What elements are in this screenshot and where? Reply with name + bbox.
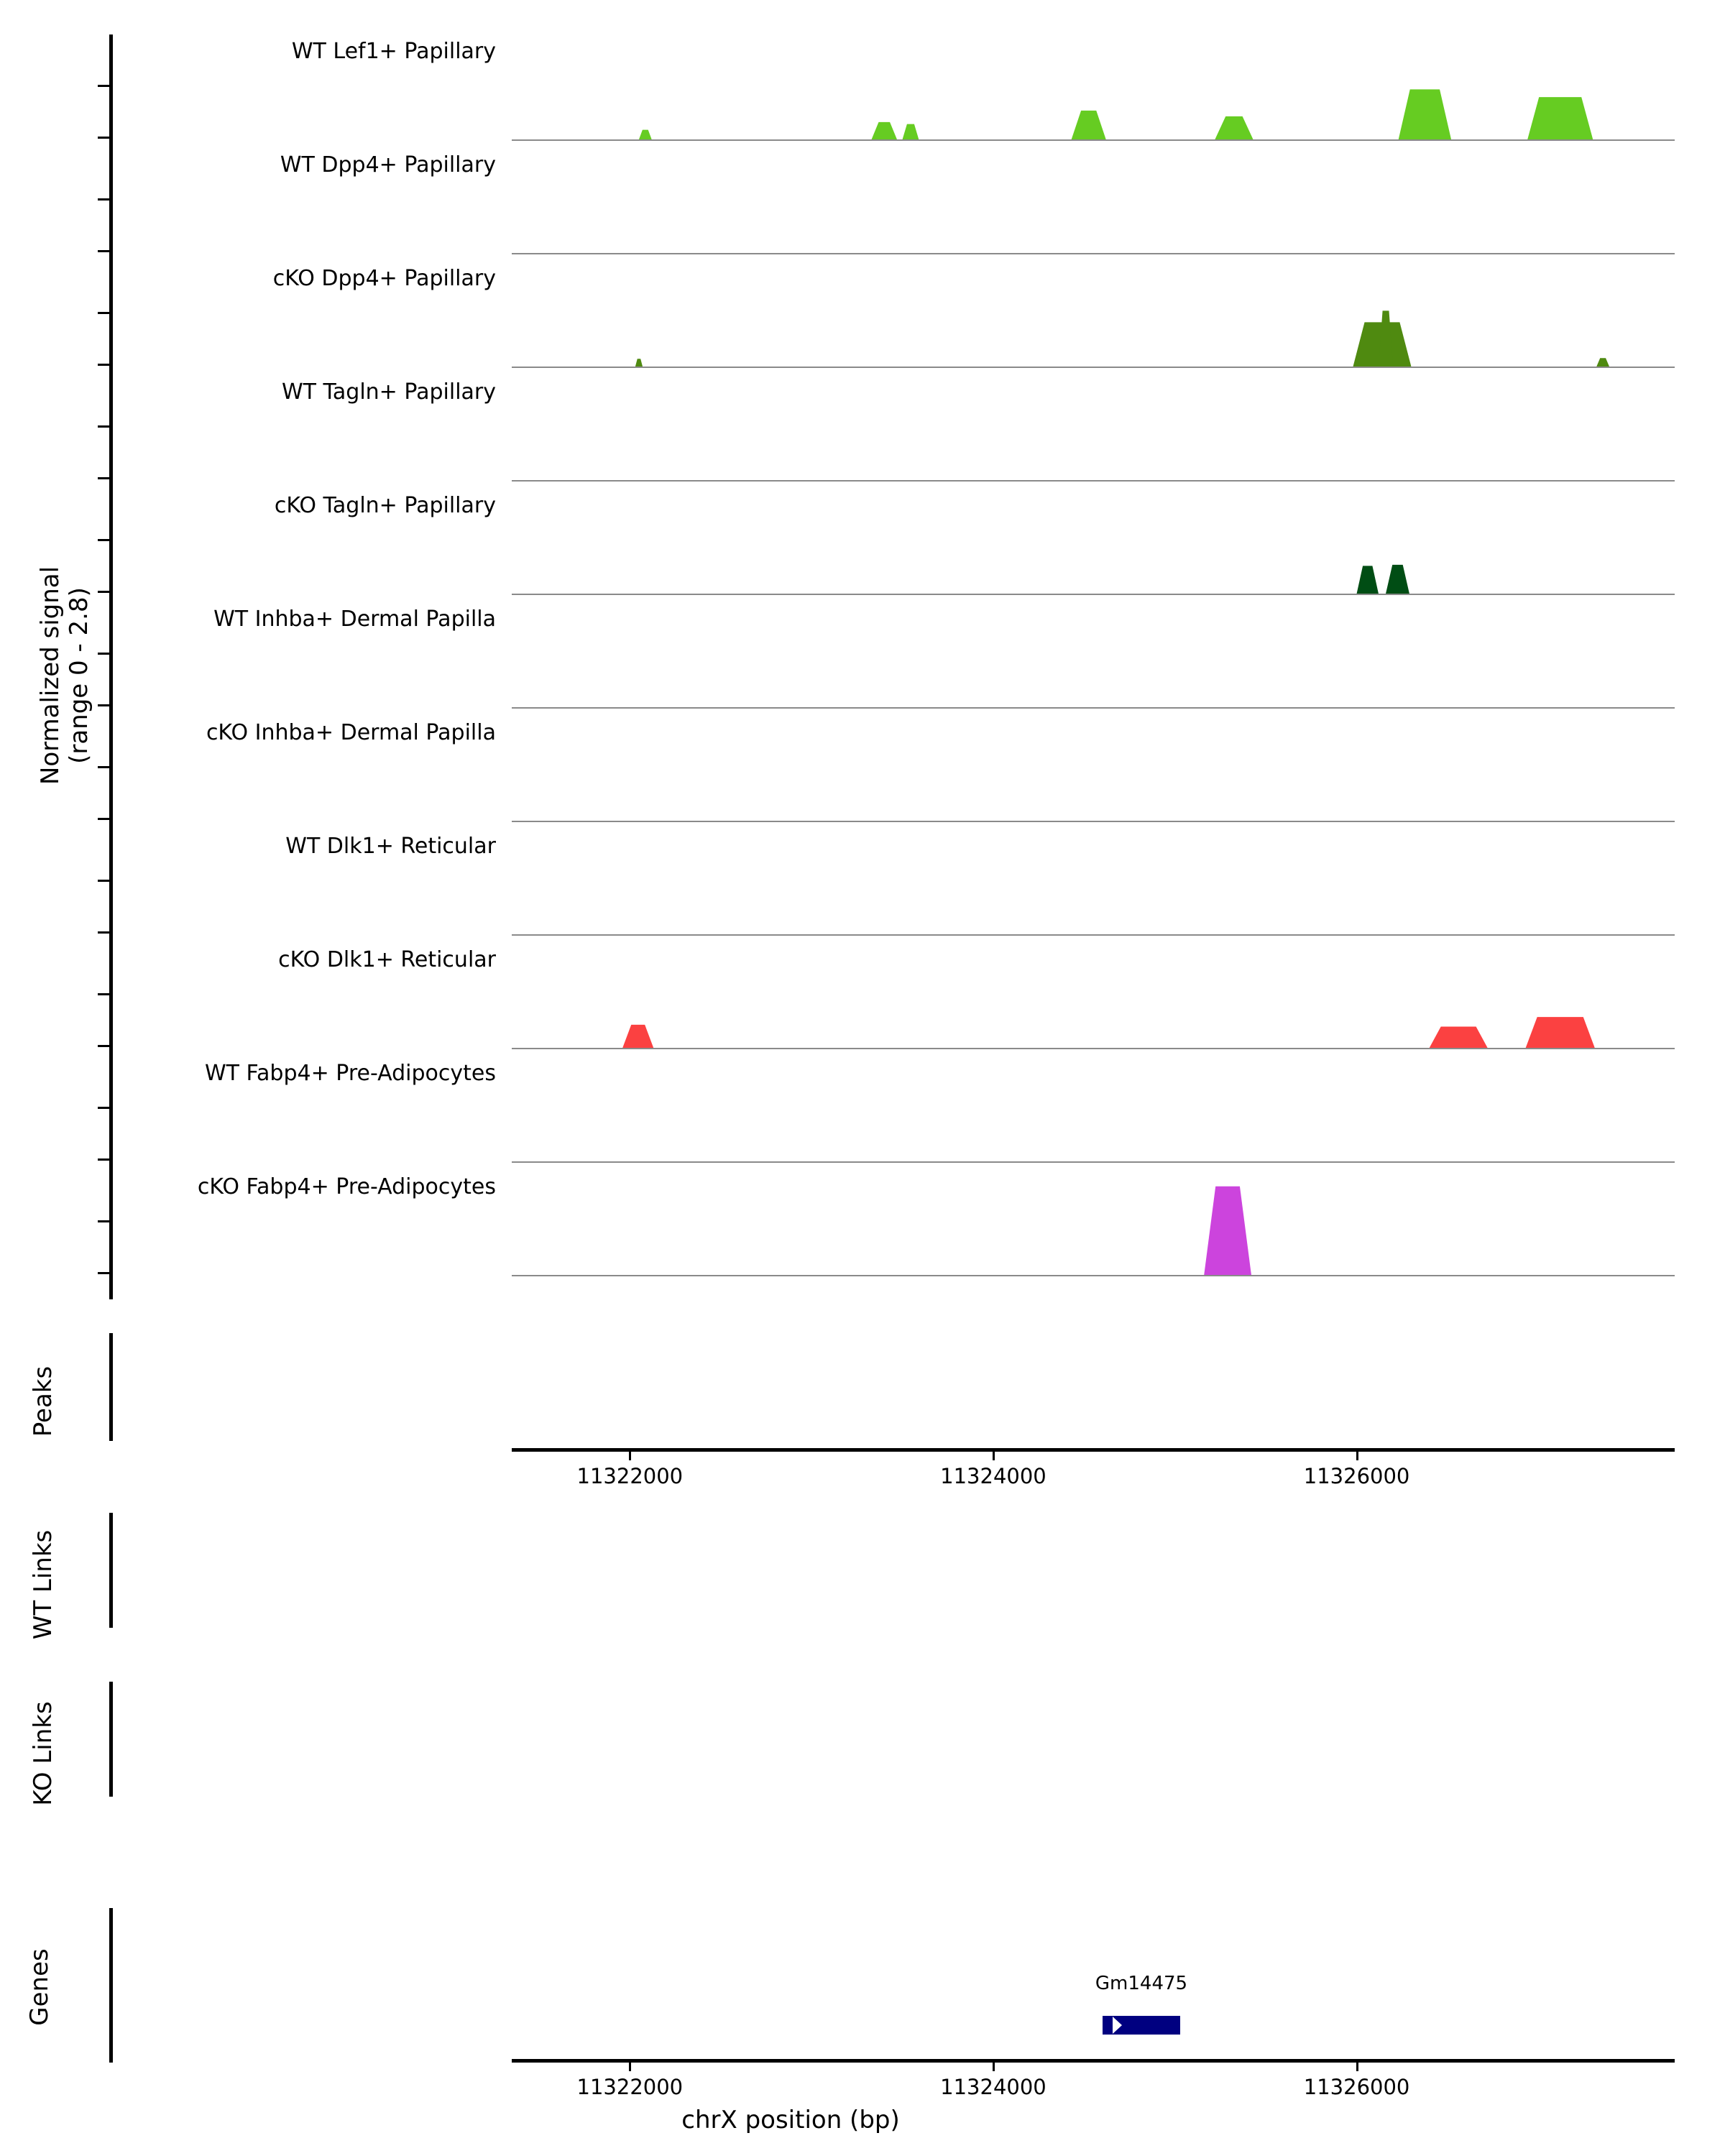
x-axis-line bbox=[512, 2059, 1675, 2063]
track-label: cKO Fabp4+ Pre-Adipocytes bbox=[197, 1174, 496, 1199]
y-axis-label-line1: Normalized signal bbox=[36, 566, 65, 786]
track-label: WT Dpp4+ Papillary bbox=[280, 152, 496, 178]
track-label: WT Dlk1+ Reticular bbox=[285, 834, 496, 859]
x-axis-title: chrX position (bp) bbox=[681, 2106, 900, 2134]
track-label: cKO Inhba+ Dermal Papilla bbox=[206, 720, 496, 745]
x-axis-tick bbox=[993, 2063, 995, 2071]
x-axis-tick bbox=[629, 2063, 631, 2071]
x-axis-tick-label: 11324000 bbox=[940, 1464, 1046, 1488]
track-label: WT Tagln+ Papillary bbox=[282, 379, 496, 405]
x-axis-tick-label: 11324000 bbox=[940, 2075, 1046, 2099]
track-label: WT Fabp4+ Pre-Adipocytes bbox=[205, 1061, 496, 1086]
track-label: cKO Dpp4+ Papillary bbox=[272, 266, 496, 291]
x-axis-tick-label: 11326000 bbox=[1303, 2075, 1410, 2099]
track-label: cKO Tagln+ Papillary bbox=[274, 493, 496, 518]
wt-links-section-label: WT Links bbox=[29, 1529, 58, 1640]
genes-section-label: Genes bbox=[25, 1948, 54, 2026]
x-axis-tick-label: 11322000 bbox=[576, 1464, 684, 1488]
track-label: WT Lef1+ Papillary bbox=[291, 39, 496, 64]
gene-label: Gm14475 bbox=[1095, 1973, 1188, 1994]
x-axis-tick bbox=[1356, 2063, 1358, 2071]
ko-links-section-label: KO Links bbox=[29, 1701, 58, 1806]
peaks-section-label: Peaks bbox=[29, 1365, 58, 1437]
track-label: cKO Dlk1+ Reticular bbox=[278, 947, 496, 972]
track-label: WT Inhba+ Dermal Papilla bbox=[213, 607, 496, 632]
x-axis-tick-label: 11322000 bbox=[576, 2075, 684, 2099]
y-axis-label-line2: (range 0 - 2.8) bbox=[65, 587, 93, 764]
x-axis-tick-label: 11326000 bbox=[1303, 1464, 1410, 1488]
